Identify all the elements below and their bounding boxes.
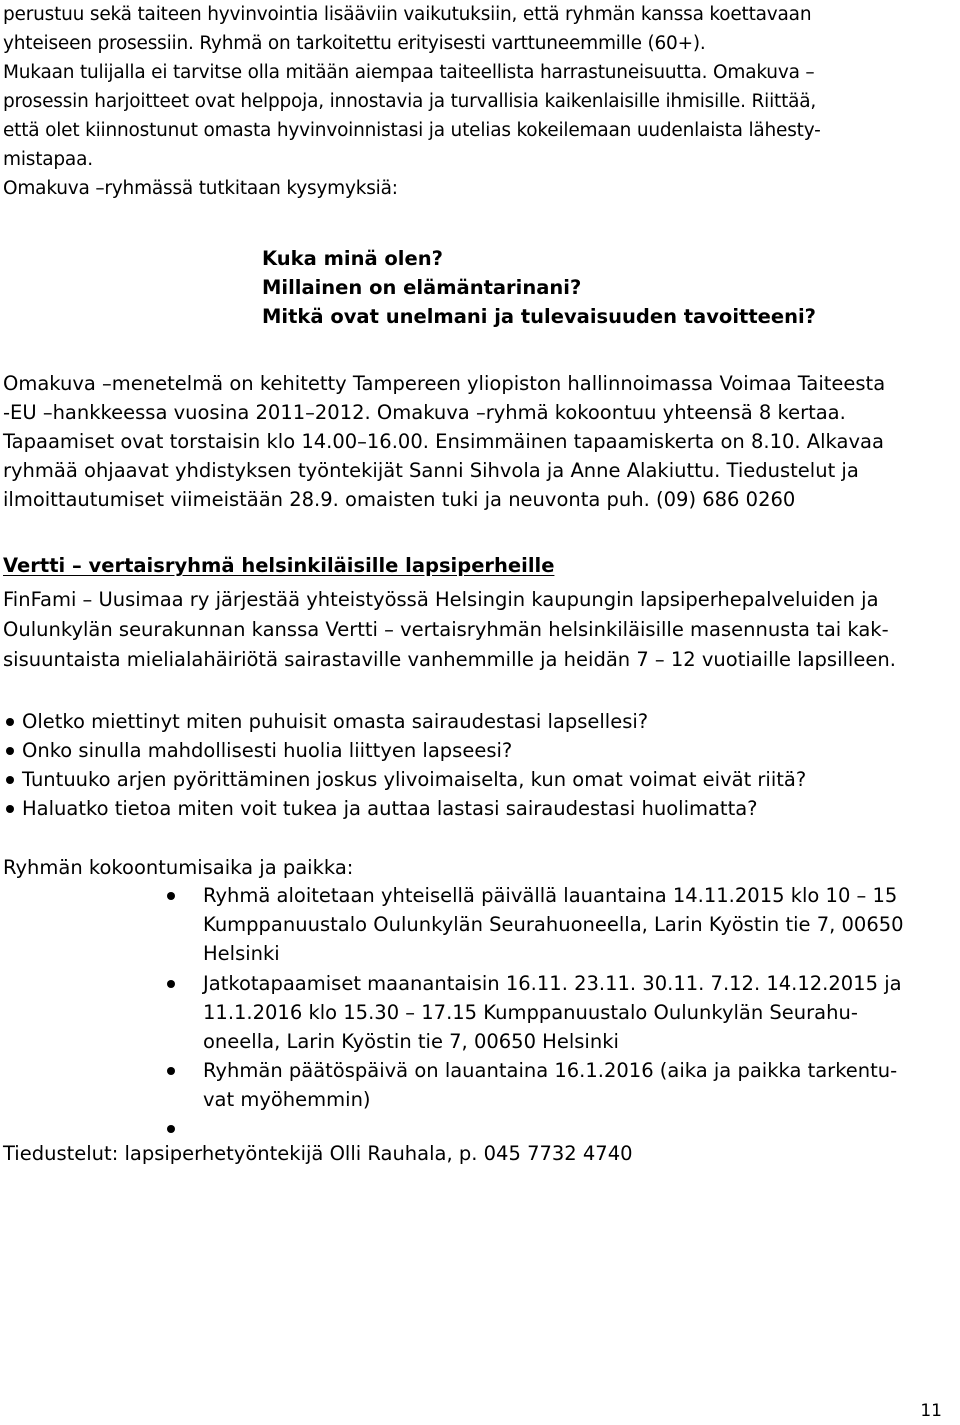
bullet-icon — [167, 892, 175, 900]
vertti-line: sisuuntaista mielialahäiriötä sairastaville vanhemmille ja heidän 7 – 12 vuotiaille lapsilleen. — [3, 648, 896, 671]
bullet-icon — [167, 1067, 175, 1075]
intro-line: yhteiseen prosessiin. Ryhmä on tarkoitettu erityisesti varttuneemmille (60+). — [3, 33, 706, 54]
list-item-text: Ryhmän päätöspäivä on lauantaina 16.1.2016 (aika ja paikka tarkentu- — [203, 1059, 898, 1082]
intro-line: perustuu sekä taiteen hyvinvointia lisääviin vaikutuksiin, että ryhmän kanssa koettavaan — [3, 4, 812, 25]
list-item-text: Oletko miettinyt miten puhuisit omasta sairaudestasi lapsellesi? — [22, 710, 649, 733]
bullet-icon — [6, 747, 14, 755]
intro-line: Omakuva –ryhmässä tutkitaan kysymyksiä: — [3, 178, 398, 199]
vertti-line: FinFami – Uusimaa ry järjestää yhteistyössä Helsingin kaupungin lapsiperhepalveluiden ja — [3, 588, 879, 611]
bullet-icon — [6, 718, 14, 726]
list-item-text: 11.1.2016 klo 15.30 – 17.15 Kumppanuustalo Oulunkylän Seurahu- — [203, 1001, 858, 1024]
list-item-text: oneella, Larin Kyöstin tie 7, 00650 Helsinki — [203, 1030, 619, 1053]
bullet-icon — [167, 980, 175, 988]
vertti-line: Oulunkylän seurakunnan kanssa Vertti – vertaisryhmän helsinkiläisille masennusta tai kak- — [3, 618, 889, 641]
intro-line: mistapaa. — [3, 149, 93, 170]
list-item-text: Helsinki — [203, 942, 280, 965]
meeting-label: Ryhmän kokoontumisaika ja paikka: — [3, 856, 354, 879]
intro-line: prosessin harjoitteet ovat helppoja, innostavia ja turvallisia kaikenlaisille ihmisille. Riittää, — [3, 91, 817, 112]
list-item-text: Onko sinulla mahdollisesti huolia liittyen lapseesi? — [22, 739, 513, 762]
question: Millainen on elämäntarinani? — [262, 276, 582, 299]
list-item-text: Kumppanuustalo Oulunkylän Seurahuoneella, Larin Kyöstin tie 7, 00650 — [203, 913, 904, 936]
intro-line: Mukaan tulijalla ei tarvitse olla mitään aiempaa taiteellista harrastuneisuutta. Omakuva – — [3, 62, 815, 83]
intro-line: että olet kiinnostunut omasta hyvinvoinnistasi ja utelias kokeilemaan uudenlaista lähesty- — [3, 120, 821, 141]
question: Kuka minä olen? — [262, 247, 443, 270]
vertti-heading: Vertti – vertaisryhmä helsinkiläisille lapsiperheille — [3, 554, 555, 577]
info-line: -EU –hankkeessa vuosina 2011–2012. Omakuva –ryhmä kokoontuu yhteensä 8 kertaa. — [3, 401, 846, 424]
list-item-text: Ryhmä aloitetaan yhteisellä päivällä lauantaina 14.11.2015 klo 10 – 15 — [203, 884, 898, 907]
bullet-icon — [6, 805, 14, 813]
contact-line: Tiedustelut: lapsiperhetyöntekijä Olli Rauhala, p. 045 7732 4740 — [3, 1142, 633, 1165]
bullet-icon — [6, 776, 14, 784]
info-line: Tapaamiset ovat torstaisin klo 14.00–16.00. Ensimmäinen tapaamiskerta on 8.10. Alkavaa — [3, 430, 884, 453]
info-line: ilmoittautumiset viimeistään 28.9. omaisten tuki ja neuvonta puh. (09) 686 0260 — [3, 488, 796, 511]
question: Mitkä ovat unelmani ja tulevaisuuden tavoitteeni? — [262, 305, 816, 328]
info-line: ryhmää ohjaavat yhdistyksen työntekijät Sanni Sihvola ja Anne Alakiuttu. Tiedustelut ja — [3, 459, 859, 482]
bullet-icon — [167, 1125, 175, 1133]
list-item-text: Jatkotapaamiset maanantaisin 16.11. 23.11. 30.11. 7.12. 14.12.2015 ja — [203, 972, 902, 995]
list-item-text: Haluatko tietoa miten voit tukea ja auttaa lastasi sairaudestasi huolimatta? — [22, 797, 758, 820]
info-line: Omakuva –menetelmä on kehitetty Tampereen yliopiston hallinnoimassa Voimaa Taiteesta — [3, 372, 886, 395]
page-number: 11 — [920, 1401, 942, 1421]
list-item-text: vat myöhemmin) — [203, 1088, 371, 1111]
list-item-text: Tuntuuko arjen pyörittäminen joskus ylivoimaiselta, kun omat voimat eivät riitä? — [22, 768, 807, 791]
